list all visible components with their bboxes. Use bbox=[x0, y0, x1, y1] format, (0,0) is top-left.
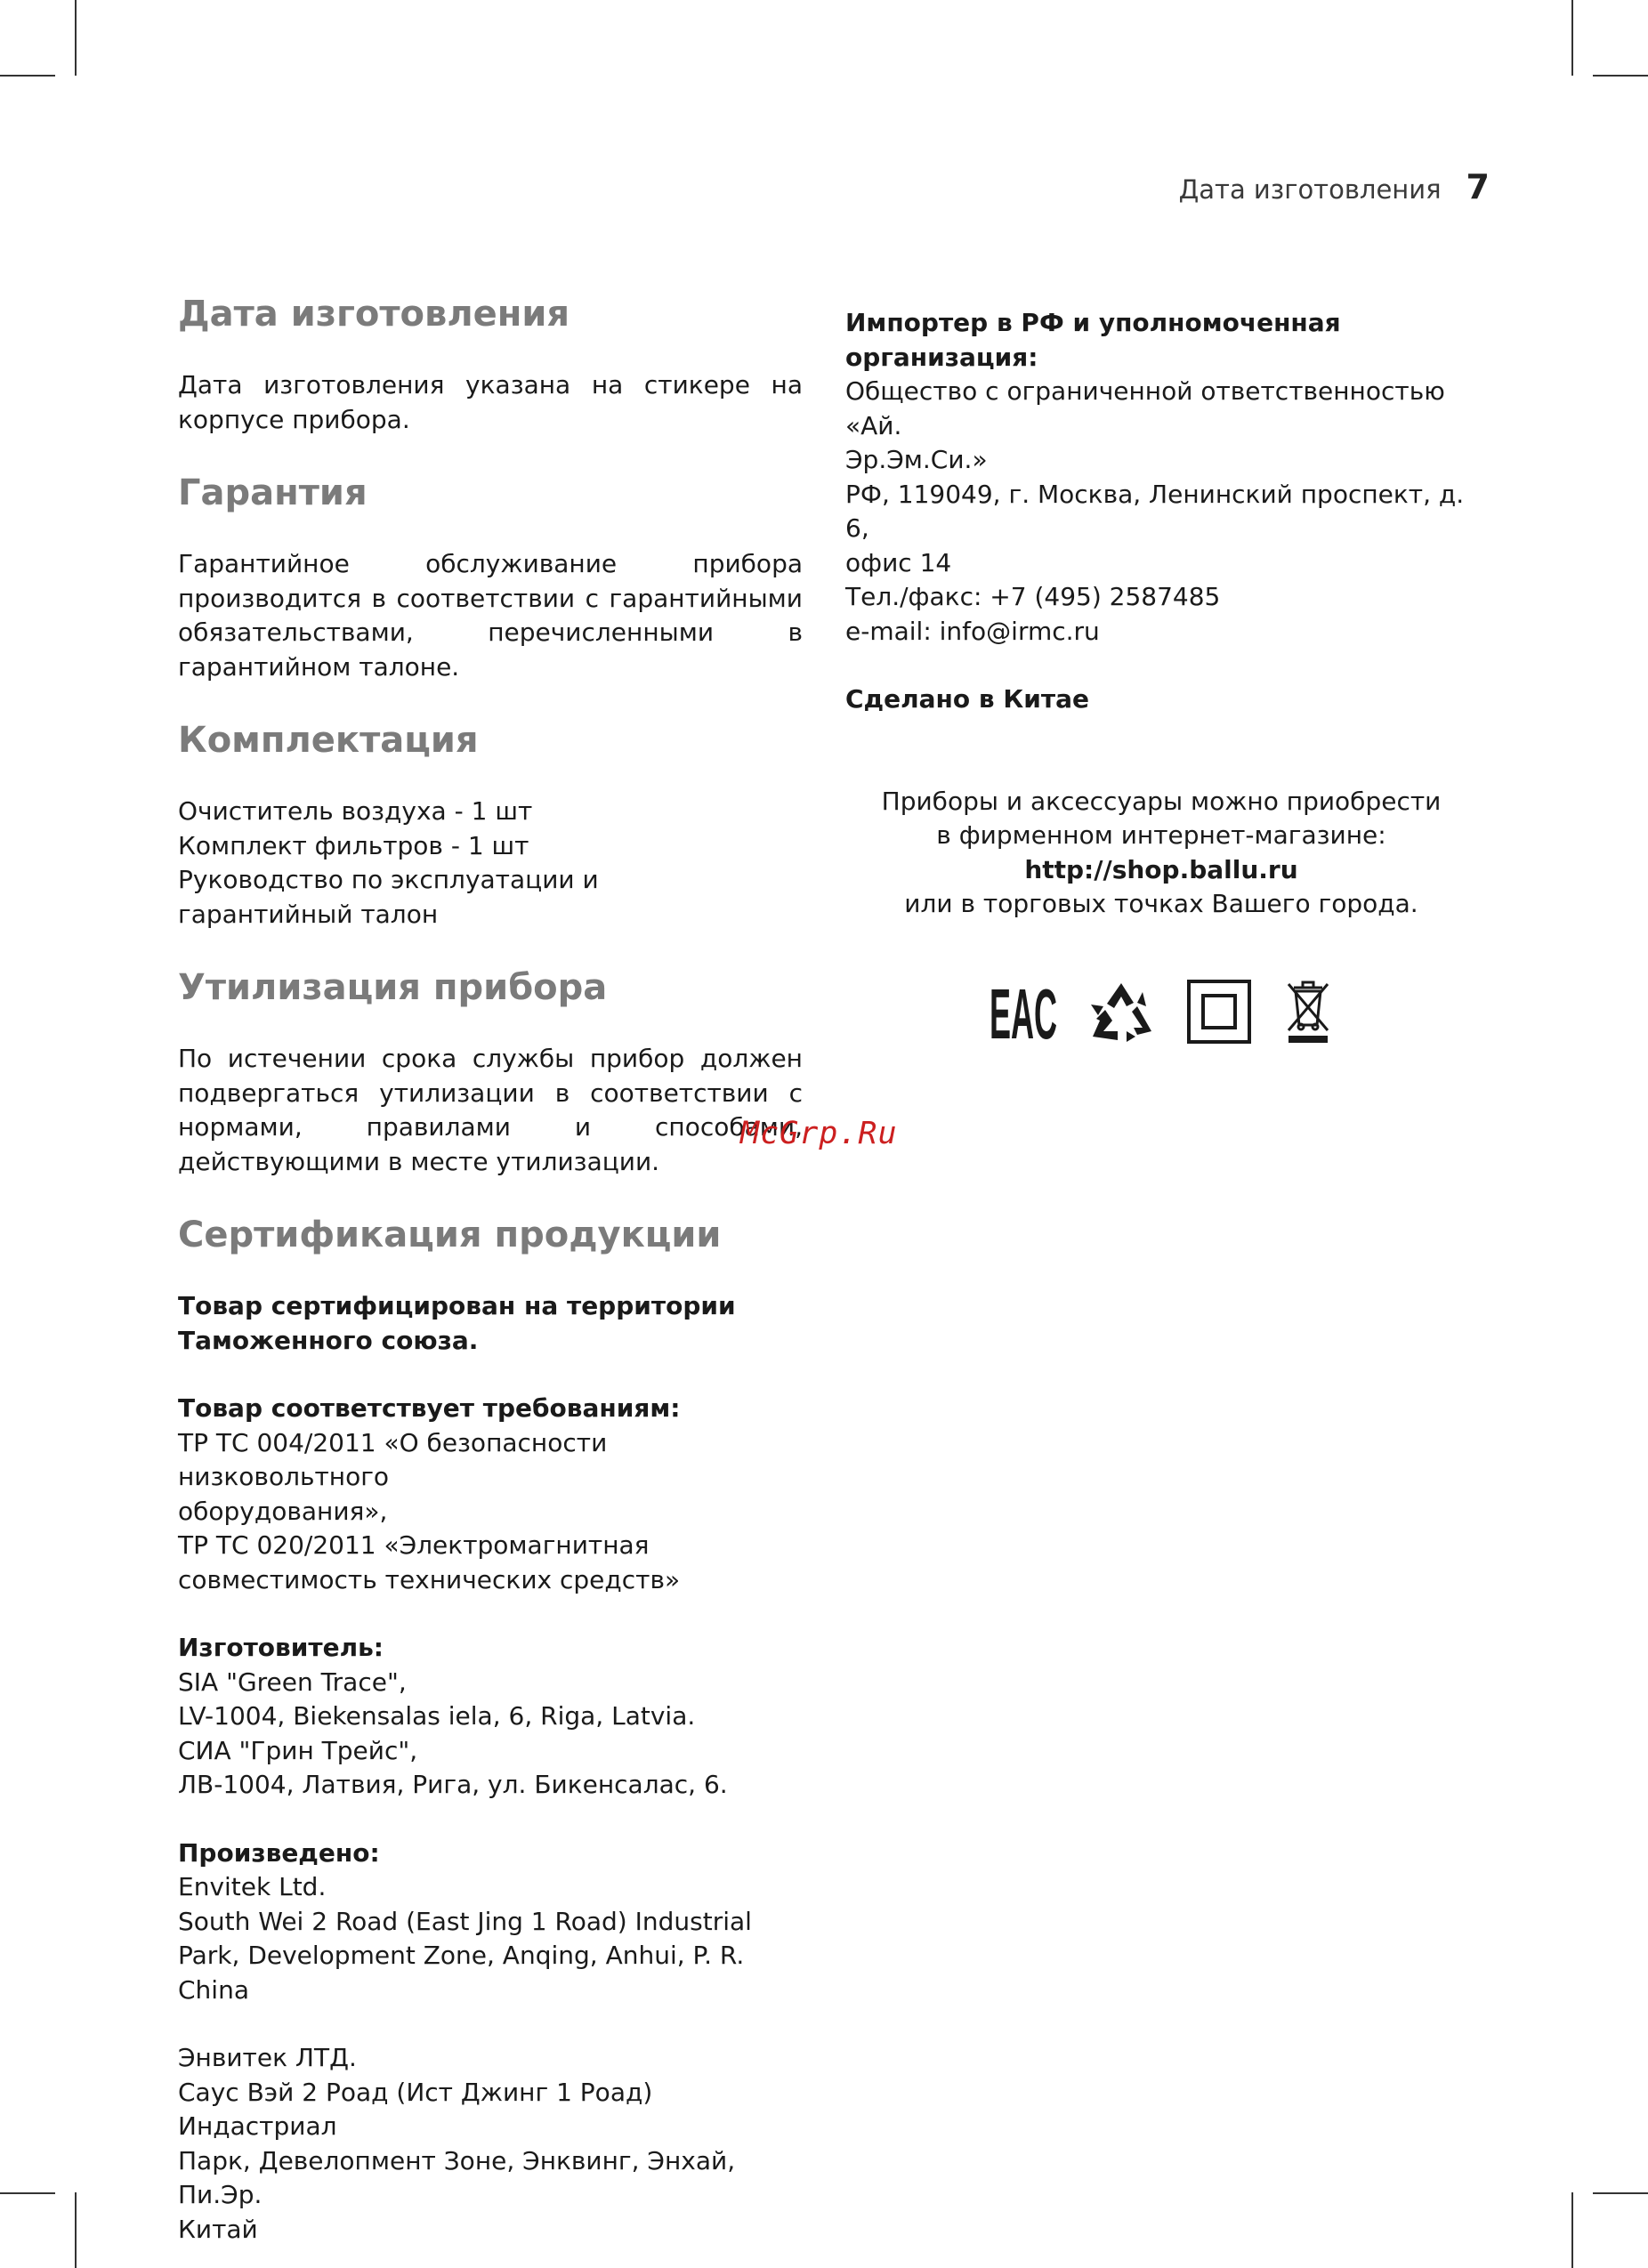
warranty-text: Гарантийное обслуживание прибора производится в соответствии с гарантийными обязательствами, перечисленными в гарантийном талоне. bbox=[178, 549, 803, 682]
crop-mark bbox=[0, 75, 55, 77]
contents-list bbox=[178, 795, 803, 932]
list-item: Комплект фильтров - 1 шт bbox=[178, 830, 529, 860]
requirement-line: оборудования», bbox=[178, 1496, 388, 1526]
list-item: Руководство по эксплуатации и гарантийный талон bbox=[178, 865, 599, 929]
manufacturer-label: Изготовитель: bbox=[178, 1633, 384, 1662]
date-heading: Дата изготовления bbox=[178, 294, 570, 335]
left-column bbox=[178, 292, 803, 2247]
double-insulation-icon bbox=[1185, 980, 1253, 1044]
crop-mark bbox=[1571, 0, 1573, 76]
produced-line: Park, Development Zone, Anqing, Anhui, P. R. bbox=[178, 1941, 745, 1970]
importer-line: Общество с ограниченной ответственностью «Ай. bbox=[845, 376, 1445, 440]
eac-mark-icon bbox=[990, 973, 1057, 1053]
produced-line: Энвитек ЛТД. bbox=[178, 2043, 357, 2072]
importer-label: организация: bbox=[845, 342, 1038, 372]
certification-marks bbox=[845, 973, 1477, 1053]
requirements-label: Товар соответствует требованиям: bbox=[178, 1393, 681, 1423]
importer-block bbox=[845, 306, 1477, 717]
certification-block bbox=[178, 1289, 803, 2247]
disposal-heading: Утилизация прибора bbox=[178, 967, 608, 1008]
shop-line: Приборы и аксессуары можно приобрести bbox=[881, 786, 1442, 816]
watermark: McGrp.Ru bbox=[740, 1116, 898, 1151]
running-head bbox=[1179, 167, 1490, 206]
importer-line: офис 14 bbox=[845, 547, 952, 577]
warranty-heading: Гарантия bbox=[178, 472, 368, 513]
certified-line: Товар сертифицирован на территории bbox=[178, 1291, 736, 1320]
certified-line: Таможенного союза. bbox=[178, 1325, 479, 1355]
date-text: Дата изготовления указана на стикере на корпусе прибора. bbox=[178, 370, 803, 434]
list-item: Очиститель воздуха - 1 шт bbox=[178, 796, 533, 826]
shop-line: или в торговых точках Вашего города. bbox=[904, 889, 1418, 918]
requirement-line: ТР ТС 004/2011 «О безопасности низковольтного bbox=[178, 1427, 608, 1491]
disposal-text: По истечении срока службы прибор должен подвергаться утилизации в соответствии с нормами, правилами и способами, действующими в месте утилизации. bbox=[178, 1044, 803, 1176]
manufacturer-line: ЛВ-1004, Латвия, Рига, ул. Бикенсалас, 6. bbox=[178, 1770, 728, 1799]
crop-mark bbox=[1593, 75, 1648, 77]
crop-mark bbox=[75, 2192, 77, 2268]
requirement-line: совместимость технических средств» bbox=[178, 1564, 681, 1594]
produced-line: Саус Вэй 2 Роад (Ист Джинг 1 Роад) Индастриал bbox=[178, 2077, 653, 2141]
shop-block bbox=[845, 785, 1477, 922]
produced-line: Парк, Девелопмент Зоне, Энквинг, Энхай, Пи.Эр. bbox=[178, 2145, 736, 2209]
requirement-line: ТР ТС 020/2011 «Электромагнитная bbox=[178, 1530, 650, 1560]
crop-mark bbox=[75, 0, 77, 76]
manufacturer-line: LV-1004, Biekensalas iela, 6, Riga, Latvia. bbox=[178, 1701, 696, 1731]
crop-mark bbox=[0, 2192, 55, 2194]
certification-heading: Сертификация продукции bbox=[178, 1215, 722, 1255]
recycle-icon bbox=[1087, 980, 1155, 1044]
contents-heading: Комплектация bbox=[178, 720, 479, 761]
importer-line: РФ, 119049, г. Москва, Ленинский проспект, д. 6, bbox=[845, 479, 1465, 543]
importer-line: Эр.Эм.Си.» bbox=[845, 445, 988, 474]
shop-line: в фирменном интернет-магазине: bbox=[936, 820, 1386, 850]
crop-mark bbox=[1593, 2192, 1648, 2194]
crop-mark bbox=[1571, 2192, 1573, 2268]
produced-line: Китай bbox=[178, 2214, 258, 2244]
made-in-label: Сделано в Китае bbox=[845, 684, 1089, 714]
importer-line: Тел./факс: +7 (495) 2587485 bbox=[845, 582, 1221, 611]
produced-line: China bbox=[178, 1974, 249, 2005]
produced-line: South Wei 2 Road (East Jing 1 Road) Industrial bbox=[178, 1906, 752, 1936]
page-number: 7 bbox=[1466, 167, 1490, 206]
importer-label: Импортер в РФ и уполномоченная bbox=[845, 308, 1341, 337]
shop-url-link[interactable]: http://shop.ballu.ru bbox=[1024, 854, 1298, 884]
manufacturer-line: SIA "Green Trace", bbox=[178, 1667, 407, 1697]
produced-line: Envitek Ltd. bbox=[178, 1872, 327, 1901]
produced-label: Произведено: bbox=[178, 1837, 380, 1868]
manufacturer-line: СИА "Грин Трейс", bbox=[178, 1735, 418, 1765]
importer-email: e-mail: info@irmc.ru bbox=[845, 616, 1100, 646]
running-head-title: Дата изготовления bbox=[1178, 174, 1442, 205]
right-column bbox=[845, 306, 1477, 1053]
eac-mark-text: EAC bbox=[990, 973, 1057, 1053]
weee-crossed-bin-icon bbox=[1283, 979, 1333, 1045]
